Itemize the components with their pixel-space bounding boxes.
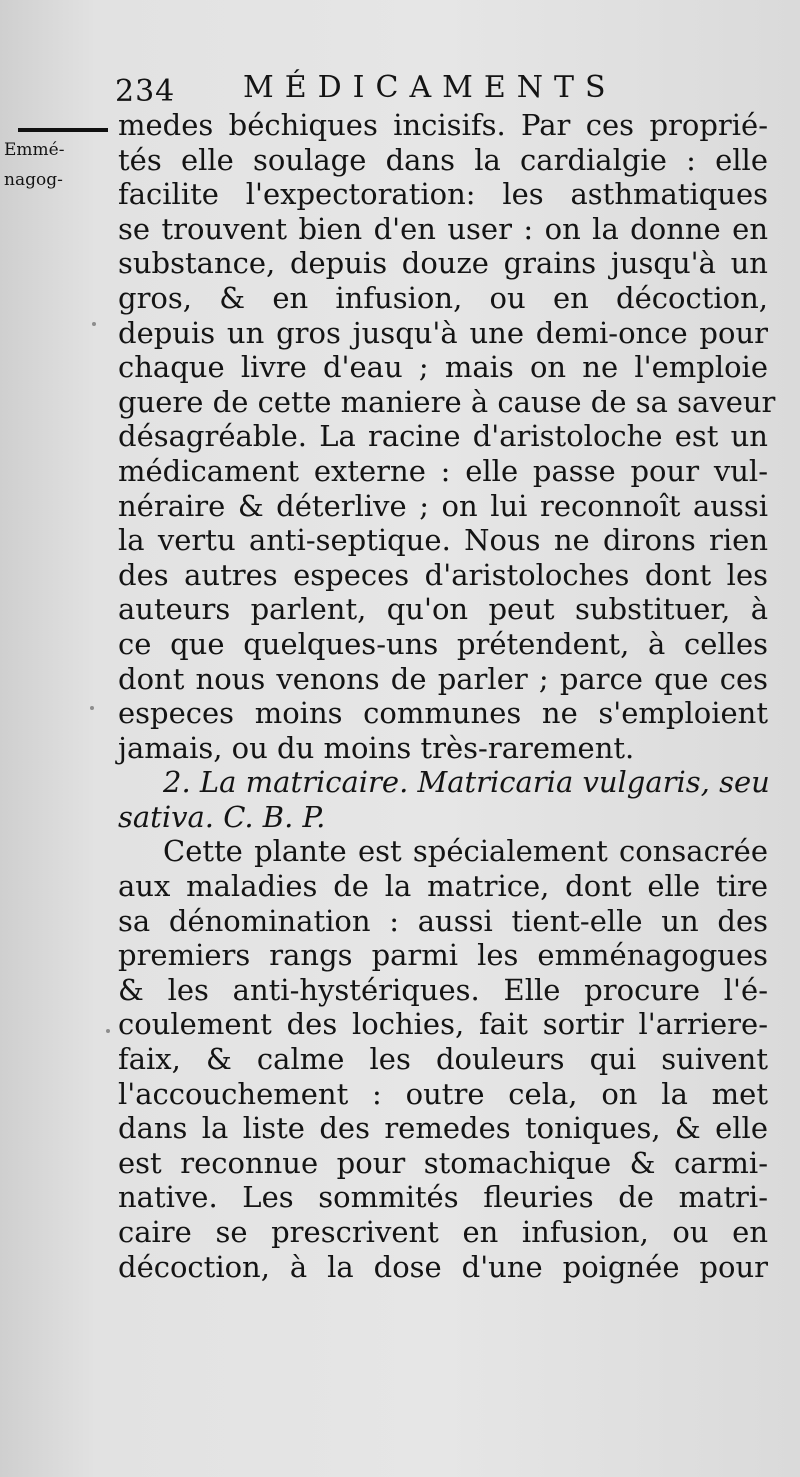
ink-speck bbox=[92, 322, 96, 326]
text-line: medes béchiques incisifs. Par ces proprié- bbox=[118, 108, 768, 142]
text-line: médicament externe : elle passe pour vul- bbox=[118, 453, 768, 488]
margin-rule bbox=[18, 128, 108, 132]
text-line: désagréable. La racine d'aristoloche est un bbox=[118, 419, 768, 454]
ink-speck bbox=[106, 1029, 110, 1033]
text-line: dont nous venons de parler ; parce que ces bbox=[118, 661, 768, 696]
text-line: néraire & déterlive ; on lui reconnoît aussi bbox=[118, 488, 768, 523]
text-line: especes moins communes ne s'emploient bbox=[118, 696, 768, 731]
margin-note-line: nagog- bbox=[4, 170, 63, 190]
text-line: dans la liste des remedes toniques, & elle bbox=[118, 1111, 768, 1146]
text-line: tés elle soulage dans la cardialgie : elle bbox=[118, 142, 768, 177]
text-line: la vertu anti-septique. Nous ne dirons rien bbox=[118, 523, 768, 558]
section-heading: sativa. C. B. P. bbox=[118, 799, 326, 834]
text-line: premiers rangs parmi les emménagogues bbox=[118, 938, 768, 973]
text-line: gros, & en infusion, ou en décoction, bbox=[118, 280, 768, 315]
running-title: MÉDICAMENTS bbox=[243, 70, 617, 105]
text-line: coulement des lochies, fait sortir l'arriere- bbox=[118, 1007, 768, 1042]
text-line: native. Les sommités fleuries de matri- bbox=[118, 1180, 768, 1215]
text-line: sa dénomination : aussi tient-elle un des bbox=[118, 903, 768, 938]
text-line: décoction, à la dose d'une poignée pour bbox=[118, 1249, 768, 1284]
text-line: se trouvent bien d'en user : on la donne en bbox=[118, 211, 768, 246]
text-line: facilite l'expectoration: les asthmatiques bbox=[118, 177, 768, 212]
text-line: & les anti-hystériques. Elle procure l'é- bbox=[118, 972, 768, 1007]
text-line: est reconnue pour stomachique & carmi- bbox=[118, 1145, 768, 1180]
text-line: depuis un gros jusqu'à une demi-once pour bbox=[118, 315, 768, 350]
section-heading: 2. La matricaire. Matricaria vulgaris, seu bbox=[163, 765, 770, 800]
margin-note bbox=[4, 135, 104, 195]
text-line: guere de cette maniere à cause de sa saveur bbox=[118, 384, 776, 419]
text-line: jamais, ou du moins très-rarement. bbox=[118, 730, 635, 765]
text-line: chaque livre d'eau ; mais on ne l'emploie bbox=[118, 350, 768, 385]
ink-speck bbox=[90, 706, 94, 710]
margin-note-line: Emmé- bbox=[4, 140, 65, 160]
body-text bbox=[118, 108, 776, 1284]
text-line: auteurs parlent, qu'on peut substituer, à bbox=[118, 592, 768, 627]
text-line: ce que quelques-uns prétendent, à celles bbox=[118, 626, 768, 661]
text-line: aux maladies de la matrice, dont elle tire bbox=[118, 869, 768, 904]
text-line: caire se prescrivent en infusion, ou en bbox=[118, 1215, 768, 1249]
page-number: 234 bbox=[115, 74, 176, 109]
text-line: l'accouchement : outre cela, on la met bbox=[118, 1076, 768, 1111]
text-line: faix, & calme les douleurs qui suivent bbox=[118, 1042, 768, 1077]
text-line: substance, depuis douze grains jusqu'à un bbox=[118, 246, 768, 281]
text-line: des autres especes d'aristoloches dont les bbox=[118, 557, 768, 592]
text-line: Cette plante est spécialement consacrée bbox=[163, 834, 768, 869]
